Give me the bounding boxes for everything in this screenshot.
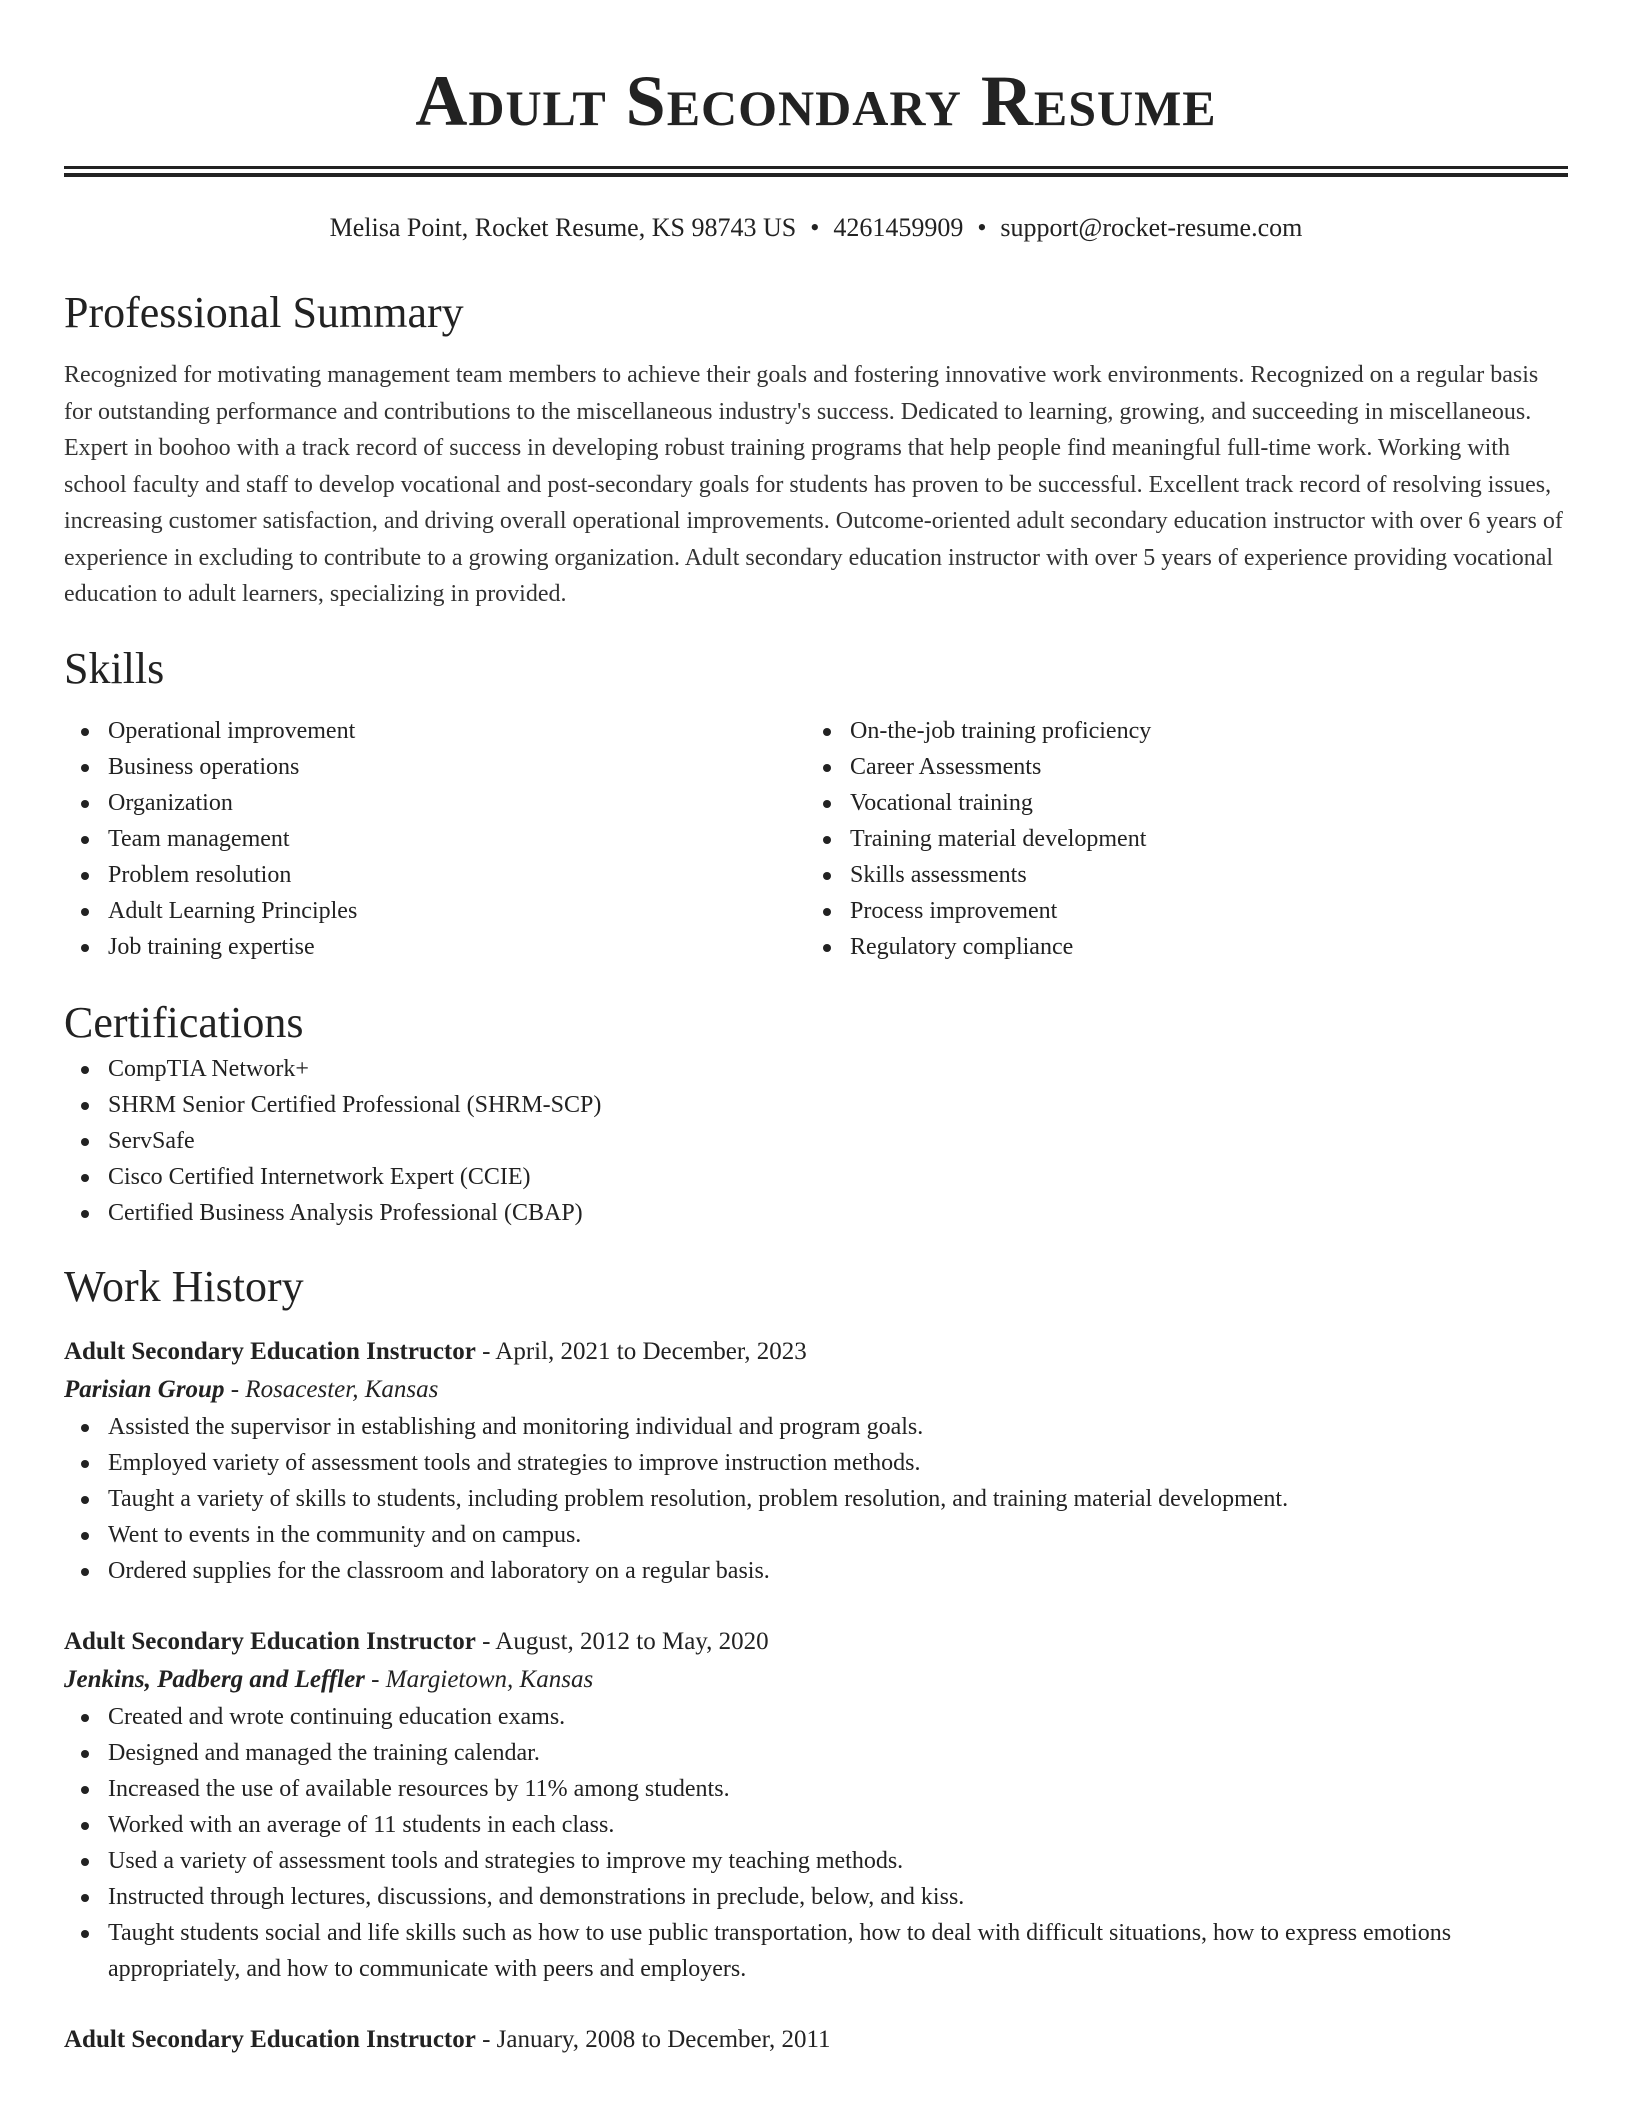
skill-item: Problem resolution — [64, 857, 806, 893]
skills-list-right — [806, 713, 1568, 965]
contact-separator: • — [977, 213, 987, 242]
title-double-rule — [64, 166, 1568, 177]
job-bullet: Created and wrote continuing education exams. — [64, 1699, 1568, 1735]
skill-item: Operational improvement — [64, 713, 806, 749]
job-bullet: Employed variety of assessment tools and strategies to improve instruction methods. — [64, 1445, 1568, 1481]
job-bullets — [64, 1409, 1568, 1589]
summary-text: Recognized for motivating management team members to achieve their goals and fostering innovative work environments. Recognized on a regular basis for outstanding performance and contributions to the miscellaneous industry's success. Dedicated to learning, growing, and succeeding in miscellaneous. Expert in boohoo with a track record of success in developing robust training programs that help people find meaningful full-time work. Working with school faculty and staff to develop vocational and post-secondary goals for students has proven to be successful. Excellent track record of resolving issues, increasing customer satisfaction, and driving overall operational improvements. Outcome-oriented adult secondary education instructor with over 6 years of experience in excluding to contribute to a growing organization. Adult secondary education instructor with over 5 years of experience providing vocational education to adult learners, specializing in provided. — [64, 362, 1563, 607]
job-bullet: Instructed through lectures, discussions, and demonstrations in preclude, below, and kiss. — [64, 1879, 1568, 1915]
summary-heading: Professional Summary — [64, 288, 464, 337]
skill-item: Skills assessments — [806, 857, 1568, 893]
job-dates: - January, 2008 to December, 2011 — [475, 2025, 831, 2053]
contact-email: support@rocket-resume.com — [1000, 213, 1303, 242]
certification-item: ServSafe — [64, 1123, 1568, 1159]
skills-heading: Skills — [64, 643, 165, 693]
skills-grid — [64, 713, 1568, 965]
skill-item: Vocational training — [806, 785, 1568, 821]
job-bullet: Ordered supplies for the classroom and laboratory on a regular basis. — [64, 1553, 1568, 1589]
job-role: Adult Secondary Education Instructor — [64, 1337, 476, 1365]
certification-item: CompTIA Network+ — [64, 1051, 1568, 1087]
certifications-list — [64, 1051, 1568, 1231]
job-header — [64, 1333, 1568, 1371]
certification-item: Certified Business Analysis Professional (CBAP) — [64, 1195, 1568, 1231]
job-dates: - August, 2012 to May, 2020 — [475, 1627, 769, 1655]
skill-item: Team management — [64, 821, 806, 857]
job-bullet: Designed and managed the training calendar. — [64, 1735, 1568, 1771]
certification-item: SHRM Senior Certified Professional (SHRM-SCP) — [64, 1087, 1568, 1123]
contact-separator: • — [810, 213, 820, 242]
job-bullet: Worked with an average of 11 students in each class. — [64, 1807, 1568, 1843]
contact-line — [64, 211, 1568, 245]
job-dates: - April, 2021 to December, 2023 — [475, 1337, 807, 1365]
contact-address: Melisa Point, Rocket Resume, KS 98743 US — [329, 213, 797, 242]
job-bullet: Increased the use of available resources by 11% among students. — [64, 1771, 1568, 1807]
skill-item: Job training expertise — [64, 929, 806, 965]
job-bullet: Taught students social and life skills such as how to use public transportation, how to deal with difficult situations, how to express emotions appropriately, and how to communicate with peers and employers. — [64, 1915, 1568, 1987]
skills-list-left — [64, 713, 806, 965]
job-bullet: Taught a variety of skills to students, including problem resolution, problem resolution, and training material development. — [64, 1481, 1568, 1517]
job-location: - Margietown, Kansas — [364, 1665, 594, 1693]
job-bullet: Used a variety of assessment tools and strategies to improve my teaching methods. — [64, 1843, 1568, 1879]
certification-item: Cisco Certified Internetwork Expert (CCIE) — [64, 1159, 1568, 1195]
job-company: Parisian Group — [64, 1375, 225, 1403]
job-header — [64, 2021, 1568, 2059]
job-entry — [64, 2021, 1568, 2059]
skill-item: Training material development — [806, 821, 1568, 857]
job-entry — [64, 1333, 1568, 1589]
skill-item: Business operations — [64, 749, 806, 785]
skill-item: Career Assessments — [806, 749, 1568, 785]
job-company: Jenkins, Padberg and Leffler — [64, 1665, 365, 1693]
skill-item: Process improvement — [806, 893, 1568, 929]
certifications-heading: Certifications — [64, 997, 304, 1047]
job-role: Adult Secondary Education Instructor — [64, 1627, 476, 1655]
job-entry — [64, 1623, 1568, 1987]
skill-item: Adult Learning Principles — [64, 893, 806, 929]
job-header — [64, 1623, 1568, 1661]
job-bullet: Assisted the supervisor in establishing and monitoring individual and program goals. — [64, 1409, 1568, 1445]
skill-item: Regulatory compliance — [806, 929, 1568, 965]
job-location: - Rosacester, Kansas — [224, 1375, 439, 1403]
job-role: Adult Secondary Education Instructor — [64, 2025, 476, 2053]
work-history-heading: Work History — [64, 1261, 304, 1311]
resume-title: Adult Secondary Resume — [415, 61, 1217, 141]
job-bullet: Went to events in the community and on campus. — [64, 1517, 1568, 1553]
job-bullets — [64, 1699, 1568, 1987]
job-company-line — [64, 1661, 1568, 1699]
contact-phone: 4261459909 — [833, 213, 964, 242]
job-company-line — [64, 1371, 1568, 1409]
skill-item: Organization — [64, 785, 806, 821]
skill-item: On-the-job training proficiency — [806, 713, 1568, 749]
